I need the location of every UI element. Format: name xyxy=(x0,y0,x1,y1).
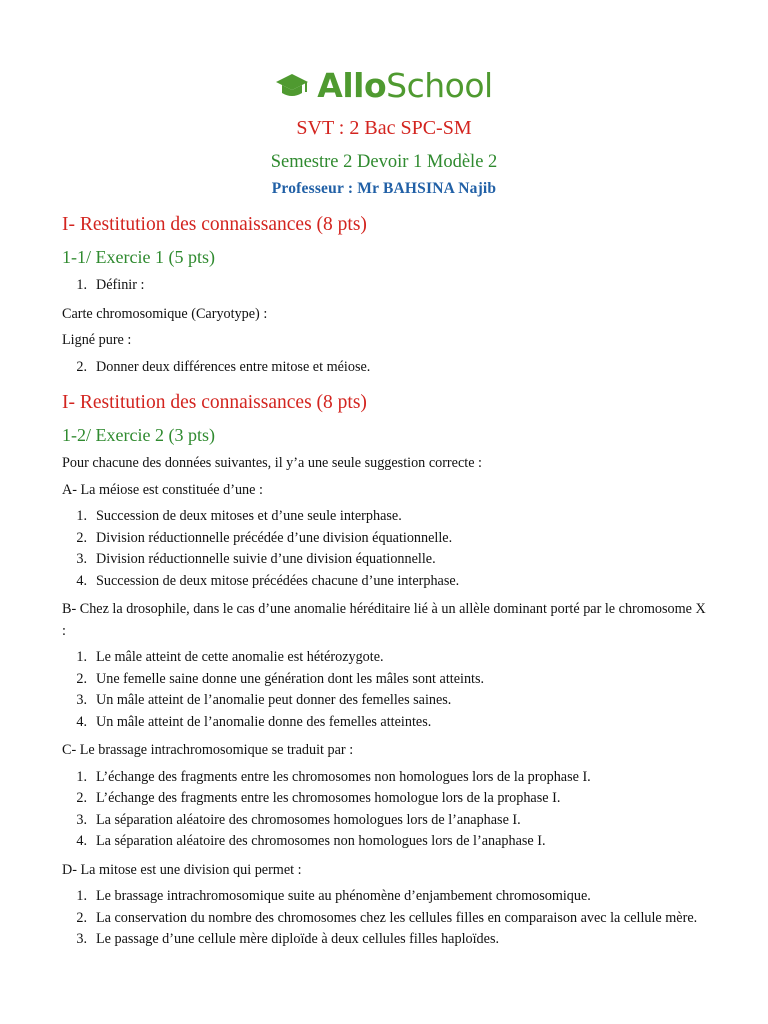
list-item: 4. Succession de deux mitose précédées chacune d’une interphase. xyxy=(76,572,460,589)
options-list xyxy=(62,767,712,853)
definition-term: Carte chromosomique (Caryotype) : xyxy=(62,305,268,322)
options-list xyxy=(62,506,712,592)
list-item: 4. La séparation aléatoire des chromosomes non homologues lors de l’anaphase I. xyxy=(76,833,546,849)
question-prompt: C- Le brassage intrachromosomique se traduit par : xyxy=(62,742,354,758)
list-item: 1. Succession de deux mitoses et d’une seule interphase. xyxy=(76,508,402,524)
list-item: 2. La conservation du nombre des chromosomes chez les cellules filles en comparaison avec la cellule mère. xyxy=(76,909,698,926)
list-item: 3. Un mâle atteint de l’anomalie peut donner des femelles saines. xyxy=(76,692,452,708)
question-prompt: D- La mitose est une division qui permet : xyxy=(62,861,302,878)
logo-text-bold: Allo xyxy=(317,66,387,105)
question-prompt: B- Chez la drosophile, dans le cas d’une anomalie héréditaire lié à un allèle dominant porté par le chromosome X : xyxy=(62,601,706,639)
teacher-name: Professeur : Mr BAHSINA Najib xyxy=(271,180,497,197)
list-item: 2. Division réductionnelle précédée d’une division équationnelle. xyxy=(76,529,453,546)
logo-text-regular: School xyxy=(386,66,493,105)
list-item: 1. L’échange des fragments entre les chromosomes non homologues lors de la prophase I. xyxy=(76,768,591,785)
question-prompt: A- La méiose est constituée d’une : xyxy=(62,481,263,498)
list-item: 1. Le mâle atteint de cette anomalie est hétérozygote. xyxy=(76,649,384,665)
list-item: 3. Division réductionnelle suivie d’une division équationnelle. xyxy=(76,551,436,567)
options-list xyxy=(62,647,712,733)
exercise-title: 1-1/ Exercie 1 (5 pts) xyxy=(62,247,215,267)
list-item: 4. Un mâle atteint de l’anomalie donne des femelles atteintes. xyxy=(76,713,432,730)
document-body xyxy=(62,210,712,958)
alloschool-logo xyxy=(0,66,768,105)
section-title: I- Restitution des connaissances (8 pts) xyxy=(62,392,367,413)
exercise-intro: Pour chacune des données suivantes, il y’a une seule suggestion correcte : xyxy=(62,455,482,471)
definition-term: Ligné pure : xyxy=(62,332,132,348)
instruction-list xyxy=(62,275,712,297)
graduation-cap-icon xyxy=(275,72,309,100)
list-item: 1. Définir : xyxy=(76,277,145,293)
subject-title: SVT : 2 Bac SPC-SM xyxy=(296,117,472,139)
exercise-title: 1-2/ Exercie 2 (3 pts) xyxy=(62,425,215,445)
list-item: 3. La séparation aléatoire des chromosomes homologues lors de l’anaphase I. xyxy=(76,811,521,828)
exam-title: Semestre 2 Devoir 1 Modèle 2 xyxy=(270,152,498,172)
list-item: 2. L’échange des fragments entre les chromosomes homologue lors de la prophase I. xyxy=(76,790,561,806)
list-item: 1. Le brassage intrachromosomique suite au phénomène d’enjambement chromosomique. xyxy=(76,888,591,904)
options-list xyxy=(62,886,712,951)
instruction-list xyxy=(62,357,712,379)
list-item: 2. Donner deux différences entre mitose et méiose. xyxy=(76,358,371,375)
section-title: I- Restitution des connaissances (8 pts) xyxy=(62,214,367,235)
list-item: 2. Une femelle saine donne une génération dont les mâles sont atteints. xyxy=(76,670,485,687)
list-item: 3. Le passage d’une cellule mère diploïde à deux cellules filles haploïdes. xyxy=(76,931,500,947)
